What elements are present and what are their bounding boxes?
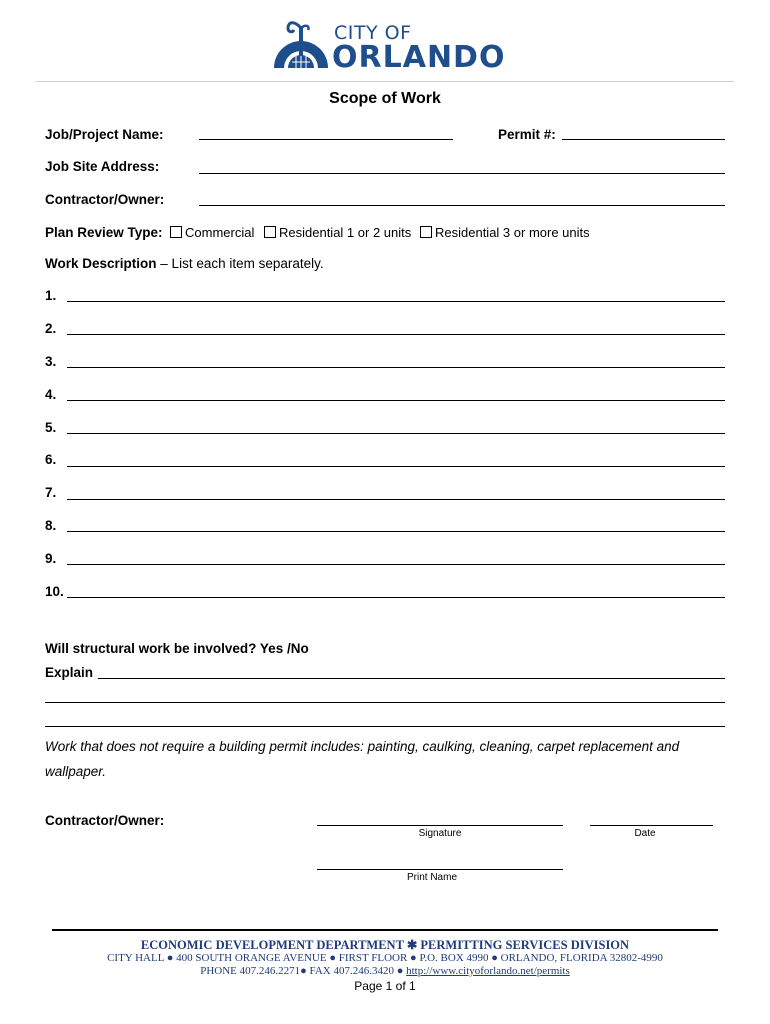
logo-orlando: ORLANDO: [332, 40, 506, 75]
work-item-label: 10.: [45, 584, 64, 599]
contractor-owner-label: Contractor/Owner:: [45, 192, 165, 207]
work-item-field[interactable]: [67, 400, 725, 401]
header-divider: [36, 81, 734, 82]
plan-review-option-commercial[interactable]: Commercial: [170, 225, 254, 240]
signature-contractor-label: Contractor/Owner:: [45, 813, 165, 828]
work-item-label: 9.: [45, 551, 57, 566]
work-item-field[interactable]: [67, 466, 725, 467]
footer-department: ECONOMIC DEVELOPMENT DEPARTMENT ✱ PERMITTING SERVICES DIVISION: [140, 938, 630, 952]
page-number: Page 1 of 1: [354, 979, 416, 993]
work-item-label: 7.: [45, 485, 57, 500]
logo-city-of: CITY OF: [334, 22, 412, 44]
work-item-label: 8.: [45, 518, 57, 533]
work-item-field[interactable]: [67, 564, 725, 565]
work-item-label: 4.: [45, 387, 57, 402]
job-site-address-field[interactable]: [199, 173, 725, 174]
checkbox-icon[interactable]: [264, 226, 276, 238]
permit-label: Permit #:: [498, 127, 556, 142]
print-name-field[interactable]: [317, 869, 563, 870]
work-item-field[interactable]: [67, 301, 725, 302]
city-of-orlando-logo-icon: [270, 18, 332, 70]
job-project-name-field[interactable]: [199, 139, 453, 140]
checkbox-icon[interactable]: [420, 226, 432, 238]
work-item-label: 1.: [45, 288, 57, 303]
contractor-owner-field[interactable]: [199, 205, 725, 206]
explain-label: Explain: [45, 665, 94, 680]
footer-permits-link[interactable]: http://www.cityoforlando.net/permits: [406, 965, 570, 977]
work-item-field[interactable]: [67, 499, 725, 500]
structural-question: Will structural work be involved? Yes /No: [45, 641, 309, 656]
job-project-name-label: Job/Project Name:: [45, 127, 164, 142]
work-item-label: 5.: [45, 420, 57, 435]
plan-review-type-label: Plan Review Type:: [45, 225, 163, 240]
plan-review-option-residential-3-plus[interactable]: Residential 3 or more units: [420, 225, 590, 240]
explain-field[interactable]: [98, 678, 725, 679]
permit-field[interactable]: [562, 139, 725, 140]
print-name-caption: Print Name: [406, 872, 457, 883]
work-item-field[interactable]: [67, 597, 725, 598]
work-item-label: 3.: [45, 354, 57, 369]
explain-field[interactable]: [45, 726, 725, 727]
work-item-label: 6.: [45, 452, 57, 467]
footer-contact: [0, 965, 770, 977]
job-site-address-label: Job Site Address:: [45, 159, 160, 174]
work-item-field[interactable]: [67, 334, 725, 335]
signature-field[interactable]: [317, 825, 563, 826]
date-caption: Date: [634, 828, 656, 839]
work-item-field[interactable]: [67, 531, 725, 532]
checkbox-icon[interactable]: [170, 226, 182, 238]
work-description-heading: Work Description – List each item separately.: [45, 256, 324, 271]
footer-phone-fax: PHONE 407.246.2271● FAX 407.246.3420 ●: [200, 965, 407, 977]
footer-divider: [52, 929, 718, 931]
signature-caption: Signature: [418, 828, 462, 839]
work-item-field[interactable]: [67, 367, 725, 368]
explain-field[interactable]: [45, 702, 725, 703]
work-item-label: 2.: [45, 321, 57, 336]
work-item-field[interactable]: [67, 433, 725, 434]
footer-address: CITY HALL ● 400 SOUTH ORANGE AVENUE ● FIRST FLOOR ● P.O. BOX 4990 ● ORLANDO, FLORIDA 32802-4990: [107, 952, 663, 964]
permit-exemption-note: Work that does not require a building permit includes: painting, caulking, cleaning, carpet replacement and wallpaper.: [45, 739, 680, 779]
date-field[interactable]: [590, 825, 713, 826]
page-title: Scope of Work: [329, 90, 441, 107]
plan-review-option-residential-1-2[interactable]: Residential 1 or 2 units: [264, 225, 411, 240]
